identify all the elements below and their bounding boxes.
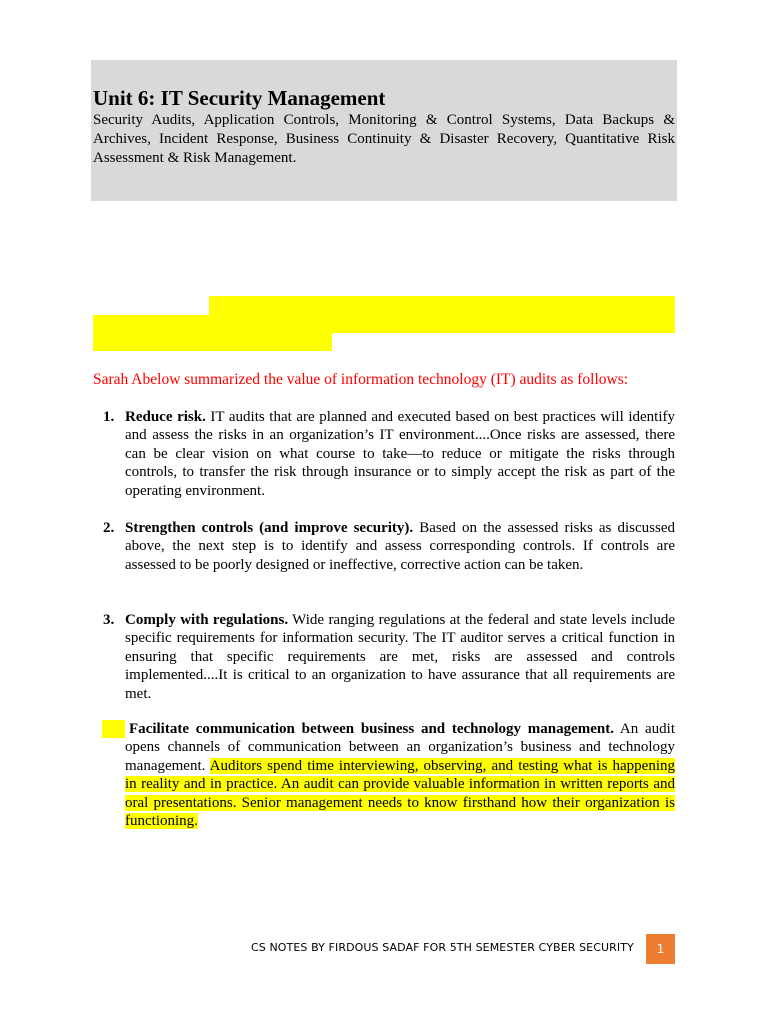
highlighted-list-marker [102, 720, 125, 738]
list-item-1 [93, 408, 675, 500]
highlighted-text: Auditors spend time interviewing, observing, and testing what is happening in reality and in practice. An audit can provide valuable information in written reports and oral presentations. Senior management needs to know firsthand how their organization is functioning. [125, 757, 675, 830]
highlight-block-left [93, 315, 332, 351]
intro-text: Sarah Abelow summarized the value of information technology (IT) audits as follows: [93, 371, 629, 388]
unit-topics: Security Audits, Application Controls, Monitoring & Control Systems, Data Backups & Archives, Incident Response, Business Continuity & Disaster Recovery, Quantitative Risk Assessment & Risk Management. [93, 112, 675, 166]
unit-title: Unit 6: IT Security Management [93, 86, 386, 110]
unit-header-box [91, 60, 677, 201]
item-heading: Strengthen controls (and improve security). [125, 520, 414, 536]
item-heading: Facilitate communication between business and technology management. [129, 721, 615, 737]
item-heading: Reduce risk. [125, 409, 206, 425]
item-heading: Comply with regulations. [125, 612, 289, 628]
item-body: IT audits that are planned and executed based on best practices will identify and assess the risks in an organization’s IT environment....Once risks are assessed, there can be clear vision on what course to take—to reduce or mitigate the risks through controls, to transfer the risk through insurance or to simply accept the risk as part of the operating environment. [125, 409, 675, 499]
footer-text: CS NOTES BY FIRDOUS SADAF FOR 5TH SEMESTER CYBER SECURITY [251, 941, 634, 954]
page-number-badge: 1 [646, 934, 675, 964]
list-item-3 [93, 611, 675, 703]
item-body: An audit opens channels of communication between an organization’s business and technology management. [125, 721, 675, 774]
item-body: Based on the assessed risks as discussed above, the next step is to identify and assess corresponding controls. If controls are assessed to be poorly designed or ineffective, corrective action can be taken. [125, 520, 675, 573]
item-number: 3. [103, 612, 115, 628]
item-number: 2. [103, 520, 115, 536]
item-number: 1. [103, 409, 115, 425]
list-item-4 [93, 720, 675, 830]
item-body: Wide ranging regulations at the federal and state levels include specific requirements for information security. The IT auditor serves a critical function in ensuring that specific requirements are met, risks are assessed and controls implemented....It is critical to an organization to have assurance that all requirements are met. [125, 612, 675, 702]
list-item-2 [93, 519, 675, 574]
